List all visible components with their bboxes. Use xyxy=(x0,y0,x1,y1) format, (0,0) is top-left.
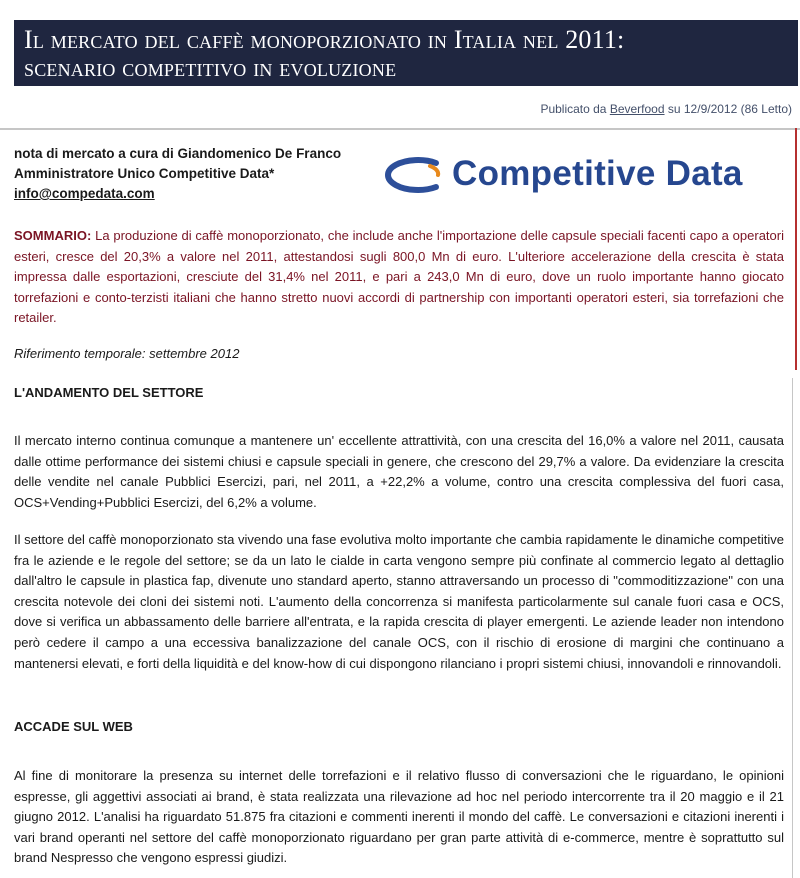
publisher-link[interactable]: Beverfood xyxy=(609,102,665,116)
author-role: Amministratore Unico Competitive Data* xyxy=(14,166,275,181)
read-count: (86 Letto) xyxy=(740,102,792,116)
section-heading-web: ACCADE SUL WEB xyxy=(14,719,133,734)
section-heading-andamento: L'ANDAMENTO DEL SETTORE xyxy=(14,385,204,400)
summary-paragraph xyxy=(14,226,784,329)
paragraph-settore-monoporzionato: Il settore del caffè monoporzionato sta vivendo una fase evolutiva molto importante che cambia rapidamente le dinamiche competitive fra le aziende e le regole del settore; se da un lato le cialde in carta vengono sempre più confinate al commercio legato al dettaglio dall'altro le capsule in plastica fap, divenute uno standard aperto, stanno attraversando un processo di "commoditizzazione" con una crescita notevole dei cloni dei sistemi noti. L'aumento della concorrenza si manifesta particolarmente sul canale fuori casa e OCS, dove si verifica un abbassamento delle barriere all'entrata, e la rapida crescita di player emergenti. Le aziende leader non intendono però cedere il campo a una eccessiva banalizzazione del canale OCS, con il rischio di erosione di margini che continuano a mantenersi elevati, e forti della liquidità e del know-how di cui dispongono rilanciano i propri sistemi chiusi, innovandoli e rinnovandoli. xyxy=(14,532,784,671)
header-divider xyxy=(0,128,800,130)
summary-label: SOMMARIO: xyxy=(14,228,92,243)
published-by-label: Publicato da xyxy=(540,102,607,116)
publication-date: su 12/9/2012 xyxy=(667,102,738,116)
paragraph-web-monitoring: Al fine di monitorare la presenza su internet delle torrefazioni e il relativo flusso di conversazioni che le riguardano, le opinioni espresse, gli aggettivi associati ai brand, è stata realizzata una rilevazione ad hoc nel periodo intercorrente tra il 20 maggio e il 21 giugno 2012. L'analisi ha riguardato 51.875 fra citazioni e commenti inerenti il mondo del caffè. Le conversazioni e citazioni inerenti i vari brand operanti nel settore del caffè monoporzionato riguardano per gran parte attività di e-commerce, mentre è soprattutto sul brand Nespresso che vengono espressi giudizi. xyxy=(14,768,784,866)
publication-info xyxy=(540,102,792,116)
logo-wordmark: Competitive Data xyxy=(452,154,743,193)
competitive-data-logo xyxy=(372,150,782,200)
article-title-line-2: scenario competitivo in evoluzione xyxy=(24,53,397,82)
author-email-link[interactable]: info@compedata.com xyxy=(14,186,155,201)
margin-line xyxy=(792,378,793,878)
summary-text: La produzione di caffè monoporzionato, che include anche l'importazione delle capsule speciali facenti capo a operatori esteri, cresce del 20,3% a valore nel 2011, attestandosi sugli 800,0 Mn di euro. L'ulteriore accelerazione della crescita è stata impressa dalle esportazioni, cresciute del 31,4% nel 2011, e pari a 243,0 Mn di euro, dove un ruolo importante hanno giocato torrefazioni e conto-terzisti italiani che hanno stretto nuovi accordi di partnership con importanti operatori esteri, sia torrefazioni che retailer. xyxy=(14,228,784,326)
article-title-line-1: Il mercato del caffè monoporzionato in Italia nel 2011: xyxy=(24,25,625,54)
logo-ring-icon xyxy=(372,150,448,200)
author-box xyxy=(14,144,341,204)
paragraph-mercato-interno: Il mercato interno continua comunque a mantenere un' eccellente attrattività, con una crescita del 16,0% a valore nel 2011, causata dalle ottime performance dei sistemi chiusi e capsule speciali in genere, che crescono del 29,7% a valore. Da evidenziare la crescita delle vendite nel canale Pubblici Esercizi, pari, nel 2011, a +22,2% a volume, contro una crescita complessiva del fuori casa, OCS+Vending+Pubblici Esercizi, del 6,2% a volume. xyxy=(14,433,784,510)
author-credit: nota di mercato a cura di Giandomenico De Franco xyxy=(14,146,342,161)
article-title-banner xyxy=(14,20,798,86)
margin-line-accent xyxy=(795,128,797,370)
time-reference: Riferimento temporale: settembre 2012 xyxy=(14,346,240,361)
